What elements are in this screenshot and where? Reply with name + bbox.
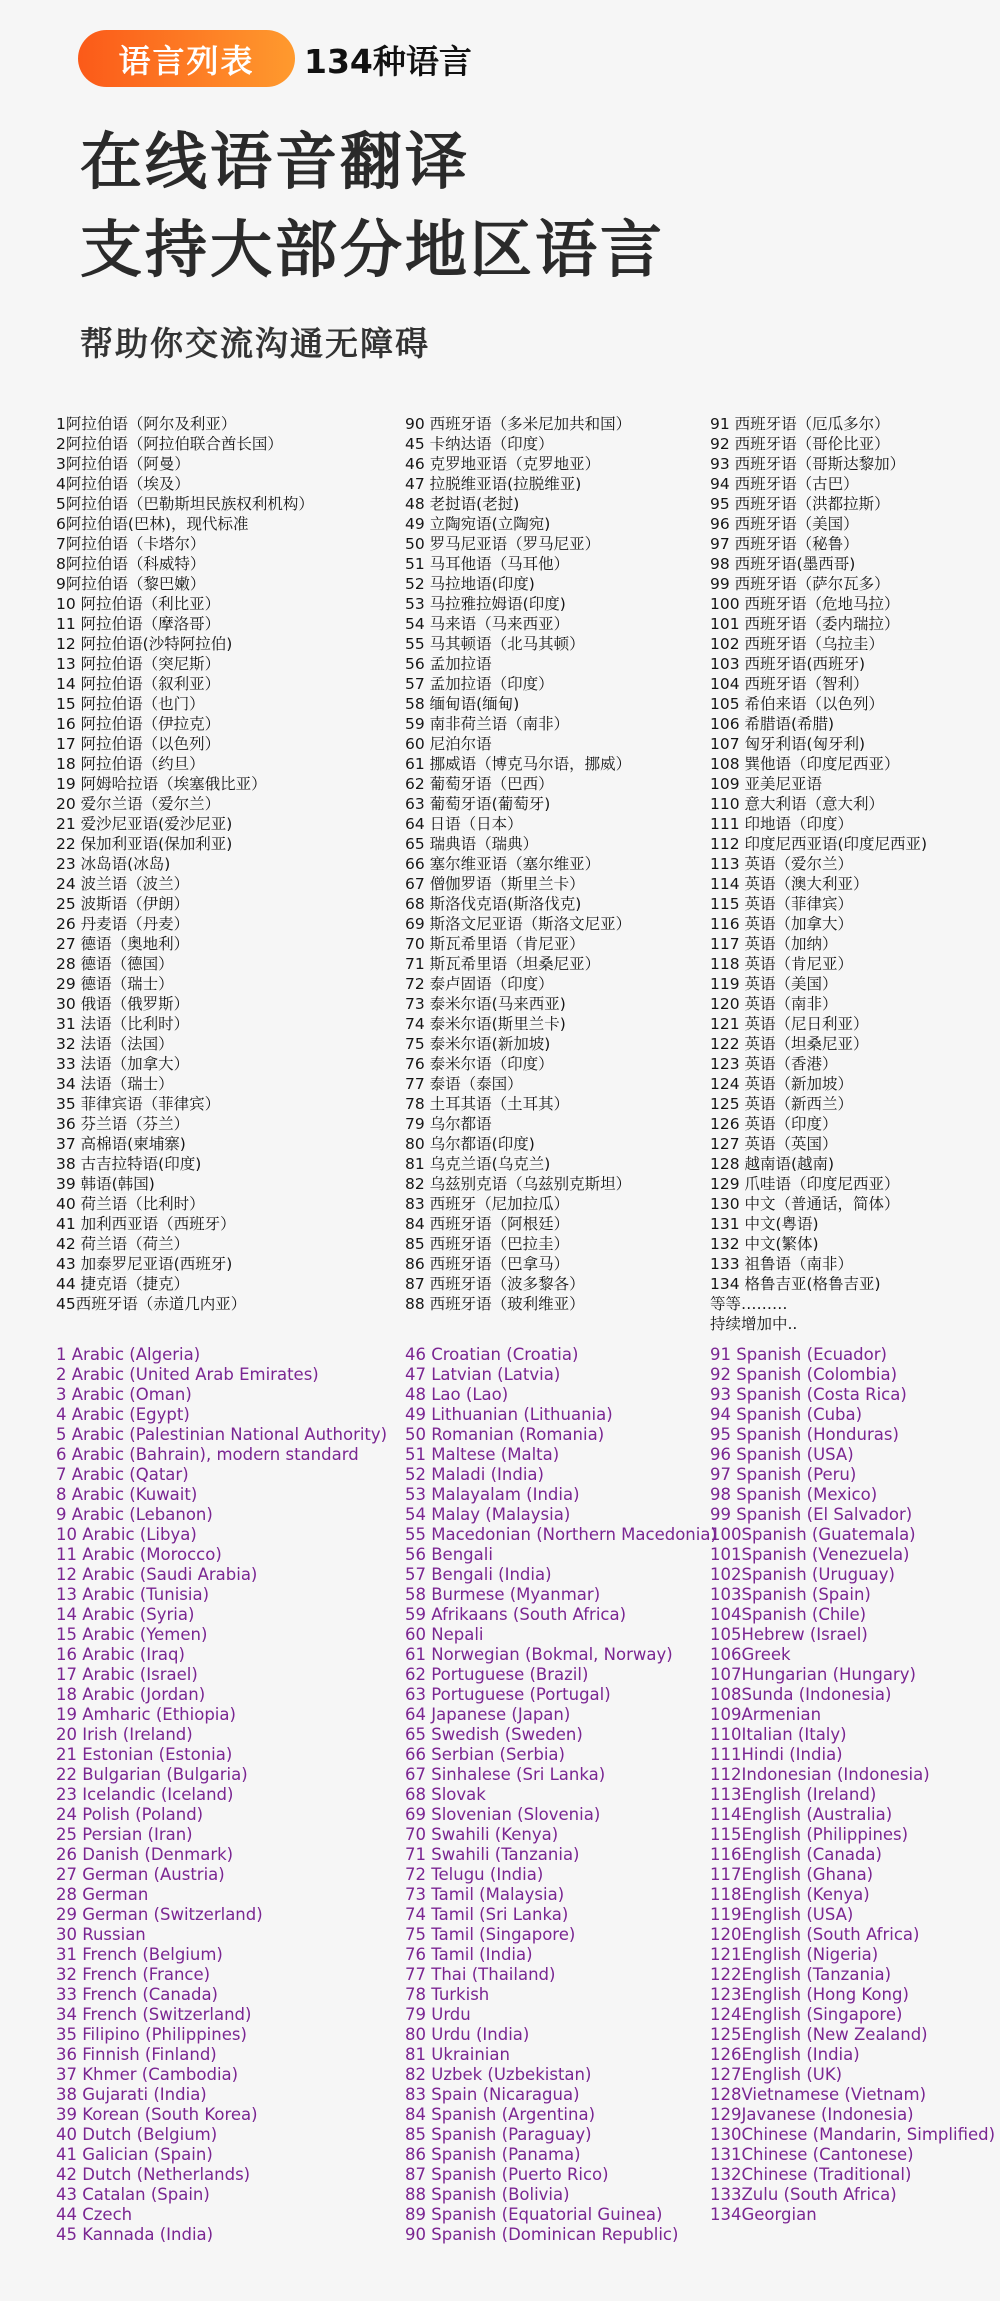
language-list-item: 62 葡萄牙语（巴西）	[405, 775, 554, 793]
language-list-item: 72 Telugu (India)	[405, 1865, 544, 1884]
language-list-item: 123English (Hong Kong)	[710, 1985, 909, 2004]
language-list-item: 73 泰米尔语(马来西亚)	[405, 995, 566, 1013]
language-list-item: 131 中文(粤语)	[710, 1215, 819, 1233]
language-list-item: 34 French (Switzerland)	[56, 2005, 252, 2024]
language-list-item: 84 西班牙语（阿根廷）	[405, 1215, 570, 1233]
language-list-item: 16 Arabic (Iraq)	[56, 1645, 185, 1664]
language-list-item: 113 英语（爱尔兰）	[710, 855, 854, 873]
language-list-item: 112Indonesian (Indonesia)	[710, 1765, 930, 1784]
chinese-language-column-3	[710, 414, 927, 1334]
language-list-item: 14 Arabic (Syria)	[56, 1605, 195, 1624]
language-list-item: 132 中文(繁体)	[710, 1235, 819, 1253]
chinese-language-column-2	[405, 414, 631, 1314]
language-list-item: 116English (Canada)	[710, 1845, 882, 1864]
language-list-item: 25 波斯语（伊朗）	[56, 895, 190, 913]
language-list-item: 10 Arabic (Libya)	[56, 1525, 197, 1544]
language-list-item: 22 Bulgarian (Bulgaria)	[56, 1765, 248, 1784]
language-list-item: 49 Lithuanian (Lithuania)	[405, 1405, 613, 1424]
language-list-item: 60 尼泊尔语	[405, 735, 492, 753]
language-list-item: 27 德语（奥地利）	[56, 935, 190, 953]
language-list-item: 60 Nepali	[405, 1625, 484, 1644]
language-list-item: 77 泰语（泰国）	[405, 1075, 523, 1093]
language-list-item: 64 日语（日本）	[405, 815, 523, 833]
language-list-item: 126English (India)	[710, 2045, 860, 2064]
language-list-item: 97 西班牙语（秘鲁）	[710, 535, 859, 553]
language-list-item: 109Armenian	[710, 1705, 822, 1724]
language-list-item: 83 Spain (Nicaragua)	[405, 2085, 580, 2104]
language-list-item: 39 韩语(韩国)	[56, 1175, 155, 1193]
language-list-item: 19 阿姆哈拉语（埃塞俄比亚）	[56, 775, 267, 793]
language-list-item: 36 芬兰语（芬兰）	[56, 1115, 190, 1133]
language-list-item: 59 南非荷兰语（南非）	[405, 715, 570, 733]
language-list-item: 112 印度尼西亚语(印度尼西亚)	[710, 835, 928, 853]
language-list-item: 41 Galician (Spain)	[56, 2145, 213, 2164]
language-list-item: 104Spanish (Chile)	[710, 1605, 867, 1624]
language-list-item: 24 Polish (Poland)	[56, 1805, 204, 1824]
language-list-item: 113English (Ireland)	[710, 1785, 877, 1804]
language-list-item: 23 冰岛语(冰岛)	[56, 855, 171, 873]
language-list-item: 42 Dutch (Netherlands)	[56, 2165, 251, 2184]
language-list-item: 5阿拉伯语（巴勒斯坦民族权利机构）	[56, 495, 314, 513]
language-list-item: 40 荷兰语（比利时）	[56, 1195, 205, 1213]
language-list-item: 88 西班牙语（玻利维亚）	[405, 1295, 585, 1313]
language-list-item: 92 Spanish (Colombia)	[710, 1365, 898, 1384]
language-list-item: 40 Dutch (Belgium)	[56, 2125, 218, 2144]
language-list-item: 23 Icelandic (Iceland)	[56, 1785, 234, 1804]
language-list-item: 96 西班牙语（美国）	[710, 515, 859, 533]
language-list-item: 118 英语（肯尼亚）	[710, 955, 854, 973]
language-list-item: 43 加泰罗尼亚语(西班牙)	[56, 1255, 233, 1273]
language-list-item: 26 Danish (Denmark)	[56, 1845, 234, 1864]
language-list-item: 117English (Ghana)	[710, 1865, 874, 1884]
language-list-item: 99 Spanish (El Salvador)	[710, 1505, 913, 1524]
language-list-item: 4阿拉伯语（埃及）	[56, 475, 190, 493]
language-list-item: 69 Slovenian (Slovenia)	[405, 1805, 601, 1824]
language-list-item: 97 Spanish (Peru)	[710, 1465, 857, 1484]
language-list-item: 66 Serbian (Serbia)	[405, 1745, 565, 1764]
language-list-item: 133 祖鲁语（南非）	[710, 1255, 854, 1273]
language-list-item: 65 瑞典语（瑞典）	[405, 835, 539, 853]
language-list-item: 31 French (Belgium)	[56, 1945, 223, 1964]
language-list-item: 2 Arabic (United Arab Emirates)	[56, 1365, 319, 1384]
language-list-item: 122English (Tanzania)	[710, 1965, 892, 1984]
language-list-item: 101Spanish (Venezuela)	[710, 1545, 910, 1564]
language-list-item: 44 Czech	[56, 2205, 133, 2224]
language-list-item: 8 Arabic (Kuwait)	[56, 1485, 198, 1504]
page-subtitle: 帮助你交流沟通无障碍	[80, 324, 430, 363]
language-list-item: 122 英语（坦桑尼亚）	[710, 1035, 869, 1053]
language-list-item: 123 英语（香港）	[710, 1055, 838, 1073]
language-list-item: 63 Portuguese (Portugal)	[405, 1685, 611, 1704]
language-list-item: 71 斯瓦希里语（坦桑尼亚）	[405, 955, 601, 973]
language-list-item: 121English (Nigeria)	[710, 1945, 879, 1964]
language-list-item: 100 西班牙语（危地马拉）	[710, 595, 900, 613]
language-list-item: 114 英语（澳大利亚）	[710, 875, 869, 893]
language-list-item: 78 Turkish	[405, 1985, 490, 2004]
language-count: 134种语言	[304, 42, 472, 81]
language-list-item: 5 Arabic (Palestinian National Authority)	[56, 1425, 388, 1444]
language-list-item: 29 German (Switzerland)	[56, 1905, 263, 1924]
language-list-item: 14 阿拉伯语（叙利亚）	[56, 675, 221, 693]
language-list-item: 32 法语（法国）	[56, 1035, 174, 1053]
language-list-item: 26 丹麦语（丹麦）	[56, 915, 190, 933]
language-list-item: 126 英语（印度）	[710, 1115, 838, 1133]
language-list-item: 46 克罗地亚语（克罗地亚）	[405, 455, 601, 473]
language-list-item: 58 缅甸语(缅甸)	[405, 695, 520, 713]
language-list-item: 31 法语（比利时）	[56, 1015, 190, 1033]
language-list-item: 98 Spanish (Mexico)	[710, 1485, 878, 1504]
language-list-item: 66 塞尔维亚语（塞尔维亚）	[405, 855, 601, 873]
language-list-item: 11 Arabic (Morocco)	[56, 1545, 222, 1564]
language-list-item: 53 Malayalam (India)	[405, 1485, 580, 1504]
language-list-item: 9阿拉伯语（黎巴嫩）	[56, 575, 206, 593]
language-list-item: 7阿拉伯语（卡塔尔）	[56, 535, 206, 553]
language-list-item: 等等………	[710, 1295, 788, 1313]
language-list-item: 11 阿拉伯语（摩洛哥）	[56, 615, 221, 633]
language-list-item: 127English (UK)	[710, 2065, 843, 2084]
language-list-item: 74 泰米尔语(斯里兰卡)	[405, 1015, 566, 1033]
language-list-item: 22 保加利亚语(保加利亚)	[56, 835, 233, 853]
language-list-item: 3阿拉伯语（阿曼）	[56, 455, 190, 473]
language-list-item: 1阿拉伯语（阿尔及利亚）	[56, 415, 237, 433]
language-list-item: 28 German	[56, 1885, 149, 1904]
language-list-item: 103 西班牙语(西班牙)	[710, 655, 866, 673]
english-language-column-3	[710, 1345, 995, 2225]
language-list-item: 49 立陶宛语(立陶宛)	[405, 515, 551, 533]
language-list-item: 133Zulu (South Africa)	[710, 2185, 897, 2204]
language-list-item: 124English (Singapore)	[710, 2005, 903, 2024]
language-list-item: 51 马耳他语（马耳他）	[405, 555, 570, 573]
language-list-item: 130 中文（普通话，简体）	[710, 1195, 900, 1213]
language-list-item: 74 Tamil (Sri Lanka)	[405, 1905, 569, 1924]
language-list-item: 33 法语（加拿大）	[56, 1055, 190, 1073]
language-list-item: 50 罗马尼亚语（罗马尼亚）	[405, 535, 601, 553]
language-list-item: 108Sunda (Indonesia)	[710, 1685, 892, 1704]
language-list-item: 105 希伯来语（以色列）	[710, 695, 885, 713]
language-list-item: 128Vietnamese (Vietnam)	[710, 2085, 927, 2104]
language-list-item: 24 波兰语（波兰）	[56, 875, 190, 893]
language-list-item: 83 西班牙（尼加拉瓜）	[405, 1195, 570, 1213]
language-list-item: 45 卡纳达语（印度）	[405, 435, 554, 453]
language-list-item: 46 Croatian (Croatia)	[405, 1345, 579, 1364]
language-list-item: 107 匈牙利语(匈牙利)	[710, 735, 866, 753]
language-list-item: 47 Latvian (Latvia)	[405, 1365, 561, 1384]
language-list-item: 81 Ukrainian	[405, 2045, 510, 2064]
language-list-item: 116 英语（加拿大）	[710, 915, 854, 933]
language-list-item: 25 Persian (Iran)	[56, 1825, 193, 1844]
language-list-item: 45 Kannada (India)	[56, 2225, 214, 2244]
language-list-item: 12 Arabic (Saudi Arabia)	[56, 1565, 258, 1584]
language-list-item: 110 意大利语（意大利）	[710, 795, 885, 813]
language-list-item: 53 马拉雅拉姆语(印度)	[405, 595, 566, 613]
language-list-item: 21 Estonian (Estonia)	[56, 1745, 233, 1764]
language-list-item: 28 德语（德国）	[56, 955, 174, 973]
language-list-item: 48 老挝语(老挝)	[405, 495, 520, 513]
language-list-item: 90 Spanish (Dominican Republic)	[405, 2225, 679, 2244]
language-list-item: 18 Arabic (Jordan)	[56, 1685, 206, 1704]
language-list-item: 118English (Kenya)	[710, 1885, 870, 1904]
language-list-item: 85 Spanish (Paraguay)	[405, 2125, 592, 2144]
language-list-item: 96 Spanish (USA)	[710, 1445, 854, 1464]
english-language-column-1	[56, 1345, 387, 2245]
language-list-item: 130Chinese (Mandarin, Simplified)	[710, 2125, 996, 2144]
language-list-item: 17 阿拉伯语（以色列）	[56, 735, 221, 753]
language-list-item: 54 Malay (Malaysia)	[405, 1505, 571, 1524]
language-list-item: 106Greek	[710, 1645, 791, 1664]
language-list-item: 102 西班牙语（乌拉圭）	[710, 635, 885, 653]
language-list-item: 129Javanese (Indonesia)	[710, 2105, 914, 2124]
language-list-item: 115 英语（菲律宾）	[710, 895, 854, 913]
language-list-item: 29 德语（瑞士）	[56, 975, 174, 993]
language-list-item: 95 西班牙语（洪都拉斯）	[710, 495, 890, 513]
language-list-item: 21 爱沙尼亚语(爱沙尼亚)	[56, 815, 233, 833]
language-list-item: 76 泰米尔语（印度）	[405, 1055, 554, 1073]
language-list-item: 78 土耳其语（土耳其）	[405, 1095, 570, 1113]
language-list-item: 128 越南语(越南)	[710, 1155, 835, 1173]
language-list-item: 77 Thai (Thailand)	[405, 1965, 556, 1984]
language-list-item: 61 挪威语（博克马尔语，挪威）	[405, 755, 632, 773]
language-list-item: 82 乌兹别克语（乌兹别克斯坦）	[405, 1175, 632, 1193]
language-list-item: 61 Norwegian (Bokmal, Norway)	[405, 1645, 673, 1664]
language-list-item: 72 泰卢固语（印度）	[405, 975, 554, 993]
language-list-item: 32 French (France)	[56, 1965, 211, 1984]
language-list-item: 34 法语（瑞士）	[56, 1075, 174, 1093]
language-list-item: 17 Arabic (Israel)	[56, 1665, 198, 1684]
language-list-item: 127 英语（英国）	[710, 1135, 838, 1153]
language-list-item: 56 孟加拉语	[405, 655, 492, 673]
language-list-item: 94 Spanish (Cuba)	[710, 1405, 863, 1424]
language-list-item: 111 印地语（印度）	[710, 815, 854, 833]
language-list-item: 93 西班牙语（哥斯达黎加）	[710, 455, 906, 473]
language-list-item: 98 西班牙语(墨西哥)	[710, 555, 856, 573]
english-language-column-2	[405, 1345, 717, 2245]
language-list-item: 47 拉脱维亚语(拉脱维亚)	[405, 475, 582, 493]
language-list-item: 125 英语（新西兰）	[710, 1095, 854, 1113]
language-list-item: 54 马来语（马来西亚）	[405, 615, 570, 633]
language-list-item: 100Spanish (Guatemala)	[710, 1525, 916, 1544]
language-list-item: 27 German (Austria)	[56, 1865, 225, 1884]
language-list-item: 80 乌尔都语(印度)	[405, 1135, 535, 1153]
language-list-item: 85 西班牙语（巴拉圭）	[405, 1235, 570, 1253]
language-list-item: 69 斯洛文尼亚语（斯洛文尼亚）	[405, 915, 632, 933]
language-list-item: 38 古吉拉特语(印度)	[56, 1155, 202, 1173]
language-list-item: 99 西班牙语（萨尔瓦多）	[710, 575, 890, 593]
language-list-item: 70 Swahili (Kenya)	[405, 1825, 559, 1844]
language-list-item: 19 Amharic (Ethiopia)	[56, 1705, 236, 1724]
language-list-item: 94 西班牙语（古巴）	[710, 475, 859, 493]
language-list-item: 119English (USA)	[710, 1905, 854, 1924]
language-list-item: 75 Tamil (Singapore)	[405, 1925, 576, 1944]
language-list-item: 104 西班牙语（智利）	[710, 675, 869, 693]
language-list-item: 3 Arabic (Oman)	[56, 1385, 192, 1404]
language-list-item: 81 乌克兰语(乌克兰)	[405, 1155, 551, 1173]
language-list-item: 9 Arabic (Lebanon)	[56, 1505, 213, 1524]
language-list-item: 101 西班牙语（委内瑞拉）	[710, 615, 900, 633]
language-list-item: 68 Slovak	[405, 1785, 486, 1804]
language-list-item: 51 Maltese (Malta)	[405, 1445, 560, 1464]
language-list-item: 64 Japanese (Japan)	[405, 1705, 571, 1724]
language-list-item: 92 西班牙语（哥伦比亚）	[710, 435, 890, 453]
language-list-item: 7 Arabic (Qatar)	[56, 1465, 189, 1484]
language-list-item: 132Chinese (Traditional)	[710, 2165, 912, 2184]
language-list-item: 121 英语（尼日利亚）	[710, 1015, 869, 1033]
language-list-item: 39 Korean (South Korea)	[56, 2105, 258, 2124]
language-list-item: 71 Swahili (Tanzania)	[405, 1845, 580, 1864]
language-list-item: 2阿拉伯语（阿拉伯联合酋长国）	[56, 435, 283, 453]
language-list-item: 20 爱尔兰语（爱尔兰）	[56, 795, 221, 813]
language-list-item: 52 Maladi (India)	[405, 1465, 544, 1484]
page-title-line-2: 支持大部分地区语言	[80, 213, 666, 286]
language-list-item: 120 英语（南非）	[710, 995, 838, 1013]
language-list-item: 120English (South Africa)	[710, 1925, 920, 1944]
language-list-item: 84 Spanish (Argentina)	[405, 2105, 595, 2124]
language-list-item: 57 孟加拉语（印度）	[405, 675, 554, 693]
language-list-item: 38 Gujarati (India)	[56, 2085, 207, 2104]
language-list-item: 129 爪哇语（印度尼西亚）	[710, 1175, 900, 1193]
language-list-item: 13 阿拉伯语（突尼斯）	[56, 655, 221, 673]
language-list-item: 86 Spanish (Panama)	[405, 2145, 581, 2164]
language-list-item: 134 格鲁吉亚(格鲁吉亚)	[710, 1275, 881, 1293]
language-list-item: 持续增加中..	[710, 1315, 798, 1333]
language-list-item: 1 Arabic (Algeria)	[56, 1345, 201, 1364]
language-list-item: 33 French (Canada)	[56, 1985, 218, 2004]
language-list-item: 65 Swedish (Sweden)	[405, 1725, 583, 1744]
language-list-item: 107Hungarian (Hungary)	[710, 1665, 916, 1684]
language-list-item: 6 Arabic (Bahrain), modern standard	[56, 1445, 359, 1464]
language-list-item: 59 Afrikaans (South Africa)	[405, 1605, 627, 1624]
language-list-item: 119 英语（美国）	[710, 975, 838, 993]
language-list-item: 91 Spanish (Ecuador)	[710, 1345, 887, 1364]
language-list-item: 134Georgian	[710, 2205, 817, 2224]
language-list-item: 103Spanish (Spain)	[710, 1585, 871, 1604]
language-list-item: 67 Sinhalese (Sri Lanka)	[405, 1765, 606, 1784]
language-list-item: 20 Irish (Ireland)	[56, 1725, 193, 1744]
language-list-badge: 语言列表	[78, 30, 295, 87]
language-list-item: 55 Macedonian (Northern Macedonia)	[405, 1525, 717, 1544]
language-list-item: 15 Arabic (Yemen)	[56, 1625, 208, 1644]
language-list-item: 105Hebrew (Israel)	[710, 1625, 868, 1644]
language-list-item: 35 Filipino (Philippines)	[56, 2025, 247, 2044]
language-list-item: 13 Arabic (Tunisia)	[56, 1585, 210, 1604]
language-list-item: 86 西班牙语（巴拿马）	[405, 1255, 570, 1273]
language-list-item: 114English (Australia)	[710, 1805, 893, 1824]
language-list-item: 58 Burmese (Myanmar)	[405, 1585, 601, 1604]
language-list-item: 93 Spanish (Costa Rica)	[710, 1385, 907, 1404]
language-list-item: 52 马拉地语(印度)	[405, 575, 535, 593]
language-list-item: 12 阿拉伯语(沙特阿拉伯)	[56, 635, 233, 653]
language-list-item: 75 泰米尔语(新加坡)	[405, 1035, 551, 1053]
language-list-item: 45西班牙语（赤道几内亚）	[56, 1295, 247, 1313]
language-list-item: 131Chinese (Cantonese)	[710, 2145, 914, 2164]
language-list-item: 124 英语（新加坡）	[710, 1075, 854, 1093]
language-list-item: 36 Finnish (Finland)	[56, 2045, 217, 2064]
language-list-item: 56 Bengali	[405, 1545, 493, 1564]
language-list-item: 41 加利西亚语（西班牙）	[56, 1215, 236, 1233]
language-list-item: 76 Tamil (India)	[405, 1945, 533, 1964]
language-list-item: 80 Urdu (India)	[405, 2025, 530, 2044]
language-list-item: 117 英语（加纳）	[710, 935, 838, 953]
language-list-item: 55 马其顿语（北马其顿）	[405, 635, 585, 653]
language-list-item: 102Spanish (Uruguay)	[710, 1565, 895, 1584]
language-list-item: 62 Portuguese (Brazil)	[405, 1665, 589, 1684]
language-list-item: 79 乌尔都语	[405, 1115, 492, 1133]
language-list-item: 70 斯瓦希里语（肯尼亚）	[405, 935, 585, 953]
language-list-item: 90 西班牙语（多米尼加共和国）	[405, 415, 632, 433]
language-list-item: 50 Romanian (Romania)	[405, 1425, 605, 1444]
language-list-item: 108 巽他语（印度尼西亚）	[710, 755, 900, 773]
language-list-item: 44 捷克语（捷克）	[56, 1275, 190, 1293]
language-list-item: 68 斯洛伐克语(斯洛伐克)	[405, 895, 582, 913]
language-list-item: 8阿拉伯语（科威特）	[56, 555, 206, 573]
language-list-item: 82 Uzbek (Uzbekistan)	[405, 2065, 592, 2084]
language-list-item: 30 俄语（俄罗斯）	[56, 995, 190, 1013]
language-list-item: 43 Catalan (Spain)	[56, 2185, 210, 2204]
language-list-item: 6阿拉伯语(巴林)，现代标准	[56, 515, 249, 533]
language-list-item: 67 僧伽罗语（斯里兰卡）	[405, 875, 585, 893]
language-list-item: 18 阿拉伯语（约旦）	[56, 755, 205, 773]
language-list-item: 115English (Philippines)	[710, 1825, 909, 1844]
language-list-item: 89 Spanish (Equatorial Guinea)	[405, 2205, 663, 2224]
language-list-item: 95 Spanish (Honduras)	[710, 1425, 899, 1444]
language-list-item: 91 西班牙语（厄瓜多尔）	[710, 415, 890, 433]
page-title-line-1: 在线语音翻译	[80, 125, 471, 198]
language-list-item: 35 菲律宾语（菲律宾）	[56, 1095, 221, 1113]
language-list-item: 106 希腊语(希腊)	[710, 715, 835, 733]
language-list-item: 109 亚美尼亚语	[710, 775, 823, 793]
language-list-item: 16 阿拉伯语（伊拉克）	[56, 715, 221, 733]
language-list-item: 4 Arabic (Egypt)	[56, 1405, 190, 1424]
language-list-item: 37 高棉语(柬埔寨)	[56, 1135, 186, 1153]
language-list-item: 30 Russian	[56, 1925, 146, 1944]
language-list-item: 111Hindi (India)	[710, 1745, 843, 1764]
chinese-language-column-1	[56, 414, 314, 1314]
language-list-item: 63 葡萄牙语(葡萄牙)	[405, 795, 551, 813]
language-list-item: 87 Spanish (Puerto Rico)	[405, 2165, 609, 2184]
language-list-item: 79 Urdu	[405, 2005, 471, 2024]
language-list-item: 42 荷兰语（荷兰）	[56, 1235, 190, 1253]
language-list-item: 125English (New Zealand)	[710, 2025, 928, 2044]
language-list-item: 87 西班牙语（波多黎各）	[405, 1275, 585, 1293]
language-list-item: 57 Bengali (India)	[405, 1565, 552, 1584]
language-list-item: 88 Spanish (Bolivia)	[405, 2185, 570, 2204]
language-list-item: 73 Tamil (Malaysia)	[405, 1885, 565, 1904]
language-list-item: 15 阿拉伯语（也门）	[56, 695, 205, 713]
language-list-item: 48 Lao (Lao)	[405, 1385, 509, 1404]
language-list-item: 37 Khmer (Cambodia)	[56, 2065, 239, 2084]
language-list-item: 110Italian (Italy)	[710, 1725, 847, 1744]
language-list-item: 10 阿拉伯语（利比亚）	[56, 595, 221, 613]
